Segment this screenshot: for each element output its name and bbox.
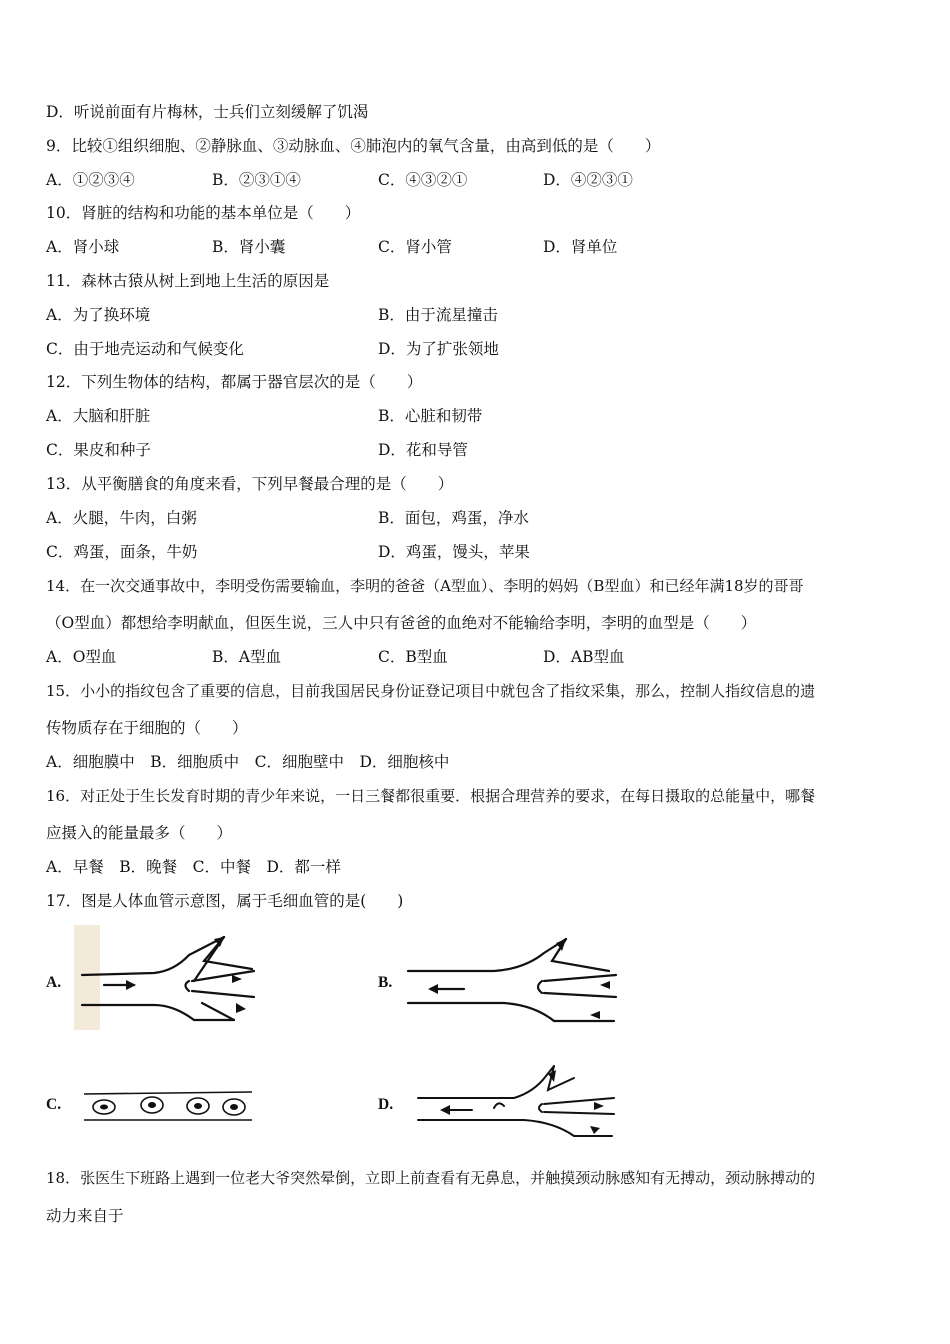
vessel-figure-d (414, 1064, 622, 1144)
q12-option-b: B．心脏和韧带 (378, 407, 483, 425)
vessel-figure-a (74, 925, 264, 1030)
q13-stem: 13．从平衡膳食的角度来看，下列早餐最合理的是（ ） (46, 475, 454, 493)
vessel-figure-b (404, 935, 622, 1030)
q18-stem-line1: 18．张医生下班路上遇到一位老大爷突然晕倒，立即上前查看有无鼻息，并触摸颈动脉感知有无搏动，颈动脉搏动的 (46, 1169, 816, 1187)
q14-option-d: D．AB型血 (543, 648, 625, 666)
q9-option-b: B．②③①④ (212, 171, 301, 189)
q14-stem-line1: 14．在一次交通事故中，李明受伤需要输血，李明的爸爸（A型血）、李明的妈妈（B型血）和已经年满18岁的哥哥 (46, 577, 804, 595)
q11-option-d: D．为了扩张领地 (378, 340, 499, 358)
q8-option-d: D．听说前面有片梅林，士兵们立刻缓解了饥渴 (46, 103, 369, 121)
q16-stem-line1: 16．对正处于生长发育时期的青少年来说，一日三餐都很重要．根据合理营养的要求，在每日摄取的总能量中，哪餐 (46, 787, 816, 805)
q9-stem: 9．比较①组织细胞、②静脉血、③动脉血、④肺泡内的氧气含量，由高到低的是（ ） (46, 137, 661, 155)
q16-options: A．早餐 B．晚餐 C．中餐 D．都一样 (46, 858, 341, 876)
q9-option-a: A．①②③④ (46, 171, 135, 189)
q12-option-d: D．花和导管 (378, 441, 468, 459)
figure-label-d: D. (378, 1096, 394, 1113)
figure-label-b: B. (378, 974, 393, 991)
q14-option-b: B．A型血 (212, 648, 282, 666)
q9-option-c: C．④③②① (378, 171, 468, 189)
q11-option-a: A．为了换环境 (46, 306, 151, 324)
q17-stem: 17．图是人体血管示意图，属于毛细血管的是( ) (46, 892, 404, 910)
q13-option-d: D．鸡蛋，馒头，苹果 (378, 543, 530, 561)
figure-label-a: A. (46, 974, 62, 991)
q9-option-d: D．④②③① (543, 171, 633, 189)
q10-option-c: C．肾小管 (378, 238, 452, 256)
q11-option-c: C．由于地壳运动和气候变化 (46, 340, 244, 358)
q13-option-c: C．鸡蛋，面条，牛奶 (46, 543, 198, 561)
q18-stem-line2: 动力来自于 (46, 1207, 124, 1225)
figure-label-c: C. (46, 1096, 62, 1113)
q10-option-a: A．肾小球 (46, 238, 120, 256)
q11-option-b: B．由于流星撞击 (378, 306, 498, 324)
q15-stem-line1: 15．小小的指纹包含了重要的信息，目前我国居民身份证登记项目中就包含了指纹采集，那么，控制人指纹信息的遗 (46, 682, 816, 700)
q15-options: A．细胞膜中 B．细胞质中 C．细胞壁中 D．细胞核中 (46, 753, 450, 771)
q12-option-c: C．果皮和种子 (46, 441, 151, 459)
q14-stem-line2: （O型血）都想给李明献血，但医生说，三人中只有爸爸的血绝对不能输给李明，李明的血型是（ ） (46, 614, 757, 632)
q14-option-a: A．O型血 (46, 648, 117, 666)
q14-option-c: C．B型血 (378, 648, 448, 666)
q10-stem: 10．肾脏的结构和功能的基本单位是（ ） (46, 204, 361, 222)
q10-option-d: D．肾单位 (543, 238, 618, 256)
vessel-figure-c (82, 1090, 254, 1124)
q10-option-b: B．肾小囊 (212, 238, 286, 256)
q15-stem-line2: 传物质存在于细胞的（ ） (46, 719, 248, 737)
q12-stem: 12．下列生物体的结构，都属于器官层次的是（ ） (46, 373, 423, 391)
q13-option-a: A．火腿，牛肉，白粥 (46, 509, 197, 527)
q16-stem-line2: 应摄入的能量最多（ ） (46, 824, 233, 842)
q11-stem: 11．森林古猿从树上到地上生活的原因是 (46, 272, 330, 290)
q13-option-b: B．面包，鸡蛋，净水 (378, 509, 529, 527)
q12-option-a: A．大脑和肝脏 (46, 407, 151, 425)
